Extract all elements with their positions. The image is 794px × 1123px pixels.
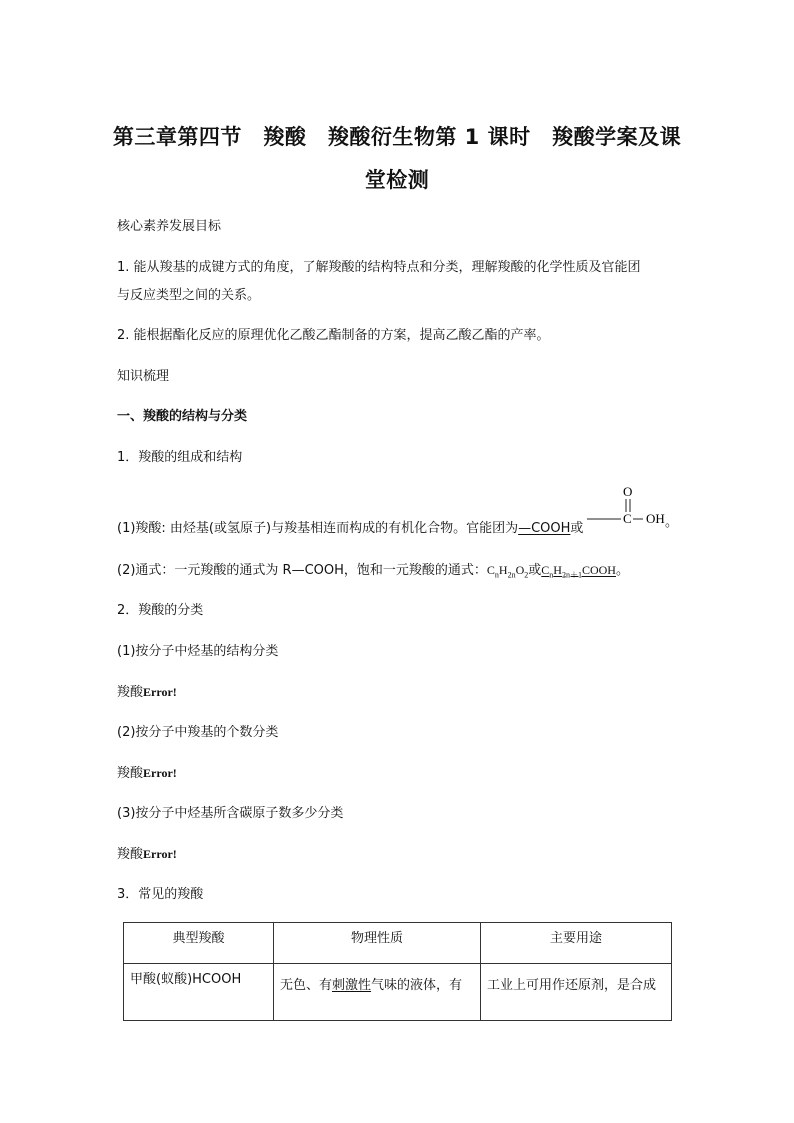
table-header-cell: 典型羧酸 [124,923,274,964]
structure-oxygen: O [623,484,633,499]
classification-2: (2)按分子中羧基的个数分类 [117,725,279,740]
acid-label: 羧酸 [117,766,144,781]
error-placeholder: Error! [143,766,177,780]
table-header-cell: 主要用途 [481,923,672,964]
structure-carbon: C [623,511,632,526]
goals-heading: 核心素养发展目标 [117,219,222,234]
common-acids-table [123,922,672,1021]
carboxyl-structure-diagram [585,481,679,531]
formula-end: 。 [615,563,629,578]
classification-3-result [117,843,177,862]
goal-item-2: 2. 能根据酯化反应的原理优化乙酸乙酯制备的方案，提高乙酸乙酯的产率。 [117,328,550,343]
error-placeholder: Error! [143,847,177,861]
goal-item-1-line1: 1. 能从羧基的成键方式的角度，了解羧酸的结构特点和分类，理解羧酸的化学性质及官能团 [117,260,641,275]
general-formula-line [117,559,629,580]
knowledge-heading: 知识梳理 [117,369,170,384]
error-placeholder: Error! [143,685,177,699]
section-heading-1: 一、羧酸的结构与分类 [117,409,248,424]
formula-answer-1: $C_nH_{2n}O_2$ [486,563,529,580]
classification-3: (3)按分子中烃基所含碳原子数多少分类 [117,806,344,821]
acid-label: 羧酸 [117,847,144,862]
definition-end-mark: 。 [665,515,679,530]
functional-group-answer: —COOH [518,521,571,536]
subsection-heading-2: 2．羧酸的分类 [117,603,204,618]
classification-2-result [117,762,177,781]
table-cell-use: 工业上可用作还原剂，是合成 [481,964,672,1021]
page-title-line1: 第三章第四节 羧酸 羧酸衍生物第 1 课时 羧酸学案及课 [112,125,682,149]
formula-answer-2: $C_nH_{2n+1}COOH$ [541,563,616,580]
structure-hydroxyl: OH [646,511,665,526]
formula-text: (2)通式：一元羧酸的通式为 R—COOH，饱和一元羧酸的通式： [117,563,487,578]
definition-or: 或 [570,521,584,536]
classification-1: (1)按分子中烃基的结构分类 [117,644,279,659]
definition-text: (1)羧酸: 由烃基(或氢原子)与羧基相连而构成的有机化合物。官能团为 [117,521,519,536]
formula-or: 或 [528,563,542,578]
table-cell-acid-name: 甲酸(蚁酸)HCOOH [124,964,274,1021]
table-header-row [124,923,672,964]
table-row [124,964,672,1021]
page-title-line2: 堂检测 [364,168,430,192]
carboxylic-acid-definition [117,517,583,536]
table-header-cell: 物理性质 [274,923,481,964]
goal-item-1-line2: 与反应类型之间的关系。 [117,288,261,303]
subsection-heading-3: 3．常见的羧酸 [117,887,204,902]
classification-1-result [117,681,177,700]
table-cell-property: 无色、有刺激性气味的液体，有 [274,964,481,1021]
subsection-heading-1: 1．羧酸的组成和结构 [117,450,243,465]
acid-label: 羧酸 [117,685,144,700]
